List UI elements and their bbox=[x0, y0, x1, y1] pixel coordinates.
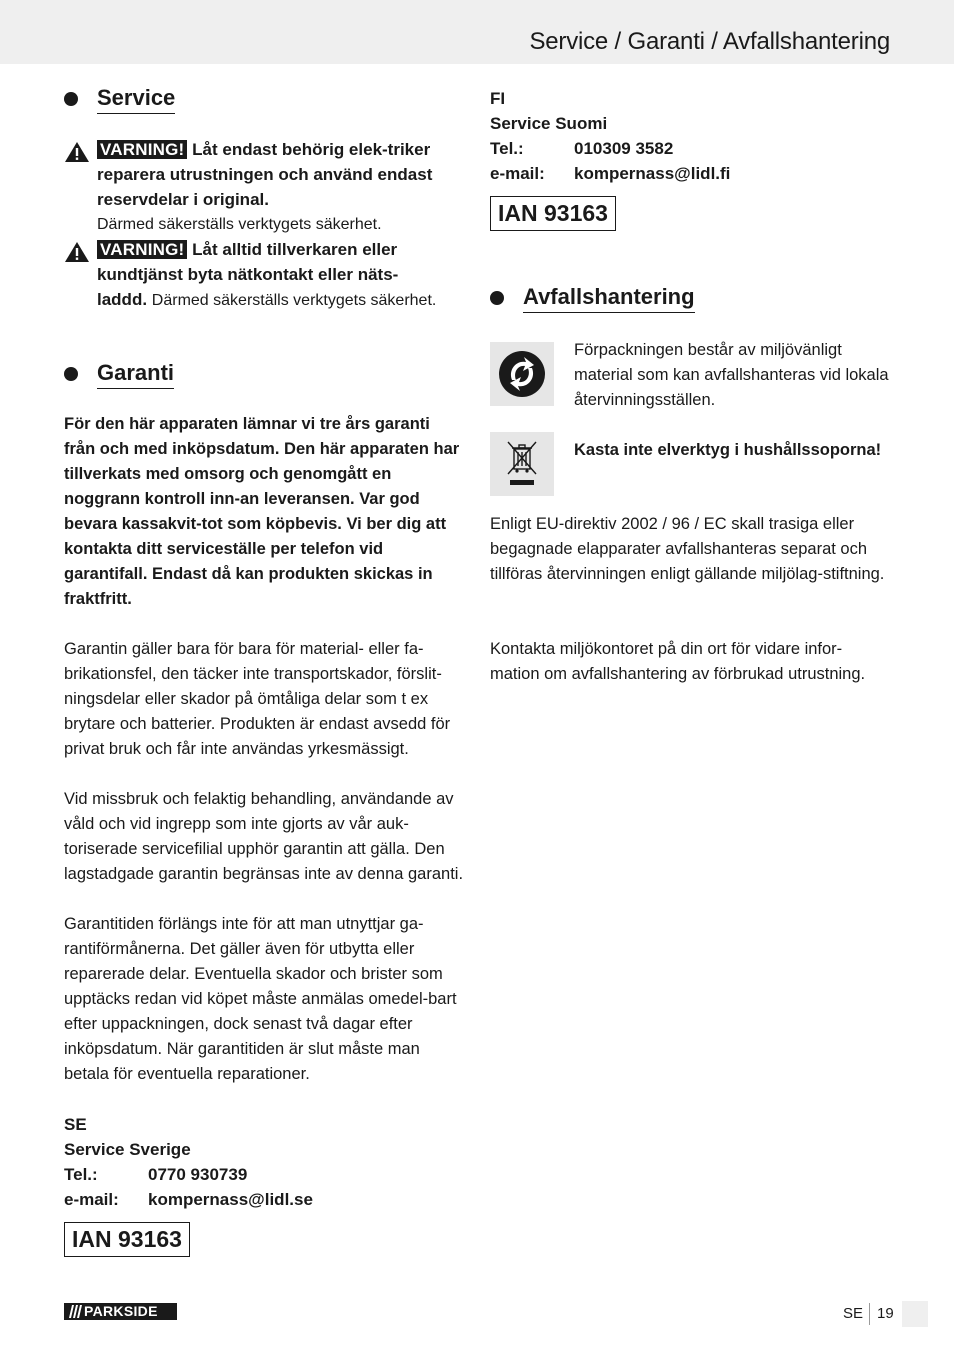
tel-label: Tel.: bbox=[64, 1165, 98, 1184]
avfall-para-1: Enligt EU-direktiv 2002 / 96 / EC skall trasiga eller begagnade elapparater avfallshanteras separat och tillföras återvinningen enligt gällande miljölag-stiftning. bbox=[490, 515, 885, 583]
bullet-icon bbox=[490, 291, 504, 305]
brand-name: PARKSIDE bbox=[84, 1303, 158, 1319]
warning-badge: VARNING! bbox=[97, 240, 187, 259]
service-title: Service bbox=[97, 85, 175, 114]
email-label: e-mail: bbox=[64, 1190, 119, 1209]
avfall-title: Avfallshantering bbox=[523, 284, 695, 313]
tel-value: 010309 3582 bbox=[574, 139, 674, 158]
warning-badge: VARNING! bbox=[97, 140, 187, 159]
page-header-title: Service / Garanti / Avfallshantering bbox=[529, 28, 890, 55]
bullet-icon bbox=[64, 92, 78, 106]
parkside-logo bbox=[64, 1303, 177, 1320]
warning-triangle-icon bbox=[64, 141, 90, 163]
service-heading bbox=[64, 85, 464, 113]
footer-language: SE bbox=[843, 1305, 864, 1322]
tel-value: 0770 930739 bbox=[148, 1165, 248, 1184]
packaging-text: Förpackningen består av miljövänligt material som kan avfallshanteras vid lokala återvinningsställen. bbox=[574, 341, 889, 409]
garanti-heading bbox=[64, 360, 464, 388]
page-number: 19 bbox=[877, 1305, 894, 1322]
garanti-title: Garanti bbox=[97, 360, 174, 389]
warning-1-normal: Därmed säkerställs verktygets säkerhet. bbox=[97, 216, 382, 233]
warning-2-bold-line1: Låt alltid tillverkaren eller bbox=[192, 240, 398, 259]
email-value: kompernass@lidl.fi bbox=[574, 164, 731, 183]
recycling-icon-box bbox=[490, 342, 554, 406]
email-value: kompernass@lidl.se bbox=[148, 1190, 313, 1209]
weee-text: Kasta inte elverktyg i hushållssoporna! bbox=[574, 441, 882, 459]
green-dot-recycling-icon bbox=[490, 342, 554, 406]
warning-2-bold-line3: laddd. bbox=[97, 290, 148, 309]
warning-2 bbox=[64, 237, 464, 313]
contact-se bbox=[64, 1112, 464, 1212]
logo-slashes-icon bbox=[67, 1303, 83, 1320]
avfall-para-2: Kontakta miljökontoret på din ort för vidare infor-mation om avfallshantering av förbrukad utrustning. bbox=[490, 640, 866, 683]
footer-tab-box bbox=[902, 1301, 928, 1327]
crossed-bin-icon bbox=[490, 432, 554, 496]
service-name: Service Suomi bbox=[490, 114, 608, 133]
avfall-heading bbox=[490, 284, 890, 312]
warning-2-bold-line2: kundtjänst byta nätkontakt eller näts- bbox=[97, 265, 399, 284]
garanti-para-2: Vid missbruk och felaktig behandling, användande av våld och vid ingrepp som inte gjorts av vår auk-toriserade servicefilial upphör garantin att gälla. Den lagstadgade garantin begränsas inte av denna garanti. bbox=[64, 790, 464, 883]
warning-triangle-icon bbox=[64, 241, 90, 263]
garanti-para-1: Garantin gäller bara för bara för material- eller fa-brikationsfel, den täcker inte transportskador, förslit-ningsdelar eller skador på ömtåliga delar som t ex brytare och batterier. Produkten är endast avsedd för privat bruk och får inte användas yrkesmässigt. bbox=[64, 640, 451, 758]
warning-2-normal: Därmed säkerställs verktygets säkerhet. bbox=[151, 292, 437, 309]
garanti-intro: För den här apparaten lämnar vi tre års garanti från och med inköpsdatum. Den här apparaten har tillverkats med omsorg och genomgått en noggrann kontroll inn-an leveransen. Var god bevara kassakvit-tot som köpbevis. Vi ber dig att kontakta ditt serviceställe per telefon vid garantifall. Endast då kan produkten skickas in fraktfritt. bbox=[64, 415, 460, 608]
warning-1 bbox=[64, 137, 464, 237]
tel-label: Tel.: bbox=[490, 139, 524, 158]
footer-divider bbox=[869, 1303, 870, 1325]
email-label: e-mail: bbox=[490, 164, 545, 183]
weee-icon-box bbox=[490, 432, 554, 496]
country-code: SE bbox=[64, 1115, 87, 1134]
garanti-para-3: Garantitiden förlängs inte för att man utnyttjar ga-rantiförmånerna. Det gäller även för utbytta eller reparerade delar. Eventuella skador och brister som upptäcks redan vid köpet måste anmälas omedel-bart efter uppackningen, dock senast två dagar efter inköpsdatum. När garantitiden är slut måste man betala för eventuella reparationer. bbox=[64, 915, 457, 1083]
ian-box: IAN 93163 bbox=[490, 196, 616, 231]
bullet-icon bbox=[64, 367, 78, 381]
contact-fi bbox=[490, 86, 890, 186]
warning-1-bold: Låt endast behörig elek-triker reparera utrustningen och använd endast reservdelar i original. bbox=[97, 140, 433, 209]
ian-box: IAN 93163 bbox=[64, 1222, 190, 1257]
service-name: Service Sverige bbox=[64, 1140, 191, 1159]
country-code: FI bbox=[490, 89, 506, 108]
